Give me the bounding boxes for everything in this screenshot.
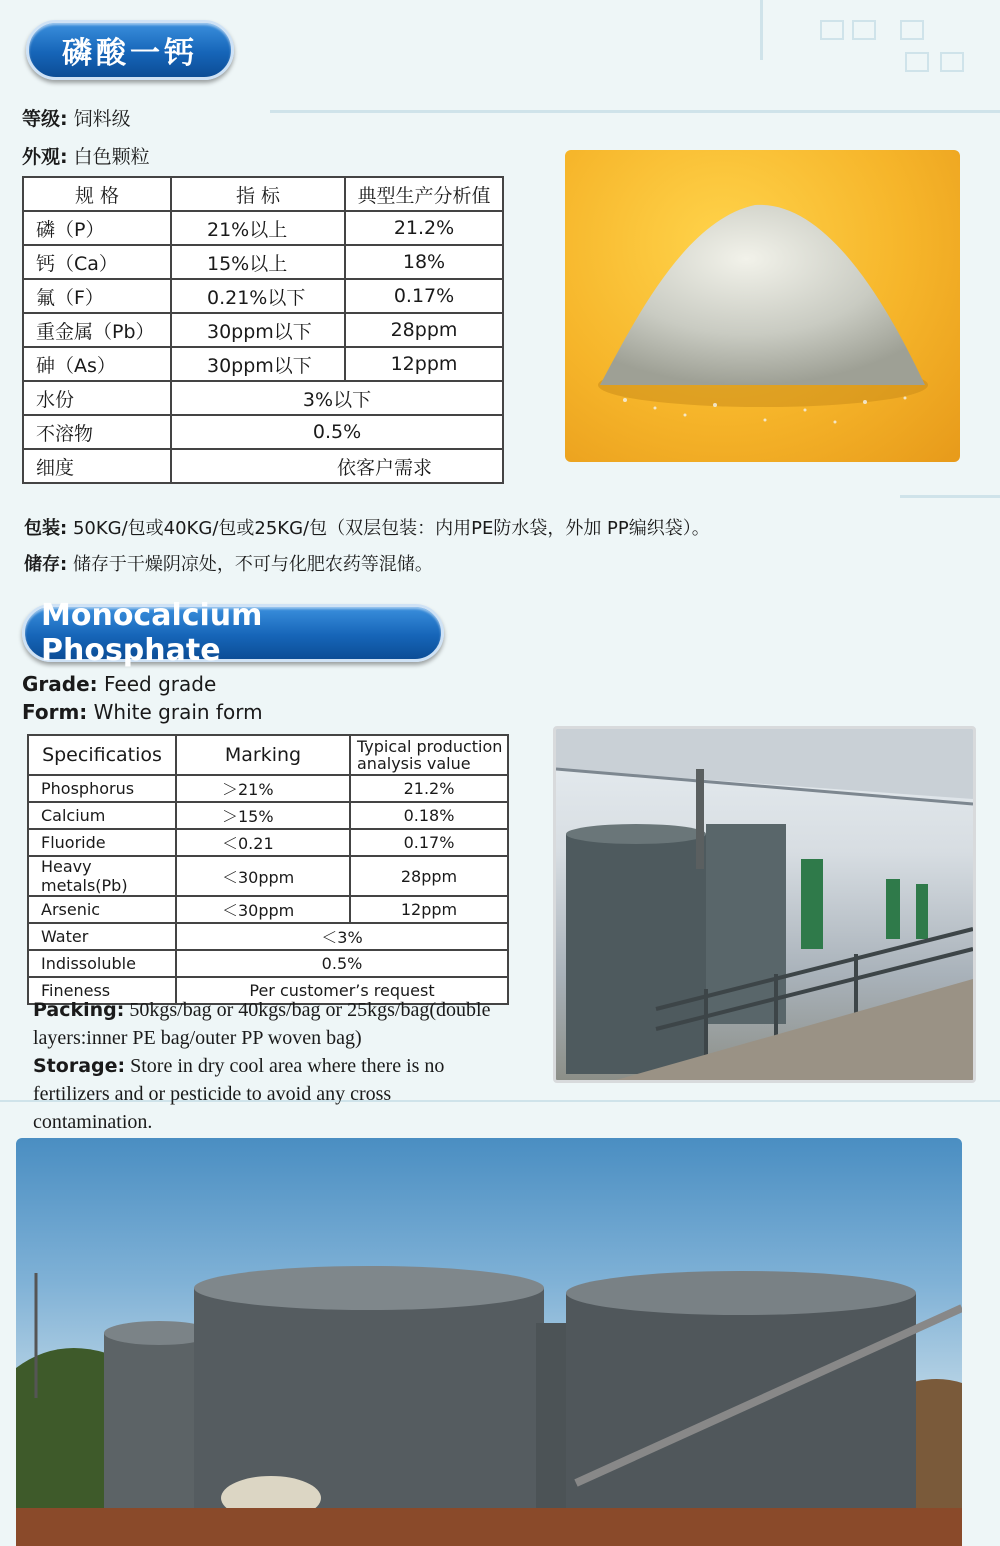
en-packing-label: Packing: (33, 999, 125, 1021)
en-grade-value: Feed grade (104, 672, 217, 696)
table-row (23, 449, 503, 483)
table-cell: 0.5% (176, 950, 508, 977)
table-cell: 不溶物 (23, 415, 171, 449)
table-cell: Water (28, 923, 176, 950)
decor-box (900, 20, 924, 40)
table-cell: ＜0.21 (176, 829, 350, 856)
table-cell: 氟（F） (23, 279, 171, 313)
table-cell: 0.17% (345, 279, 503, 313)
table-cell: ＞15% (176, 802, 350, 829)
table-cell: 细度 (23, 449, 171, 483)
table-cell: 12ppm (345, 347, 503, 381)
tanks-photo (16, 1138, 962, 1546)
table-row (28, 829, 508, 856)
table-header-cell: 典型生产分析值 (345, 177, 503, 211)
table-cell: Indissoluble (28, 950, 176, 977)
table-cell: 3%以下 (171, 381, 503, 415)
decor-box (905, 52, 929, 72)
table-cell: 30ppm以下 (171, 313, 345, 347)
table-cell: 钙（Ca） (23, 245, 171, 279)
cn-grade-value: 饲料级 (73, 108, 131, 130)
table-cell: 0.17% (350, 829, 508, 856)
cn-appearance-value: 白色颗粒 (73, 146, 150, 168)
cn-storage-text: 储存于干燥阴凉处，不可与化肥农药等混储。 (72, 554, 433, 575)
decor-box (820, 20, 844, 40)
table-cell: 重金属（Pb） (23, 313, 171, 347)
table-header-cell: Specificatios (28, 735, 176, 775)
en-spec-table (27, 734, 509, 1005)
table-cell: ＜30ppm (176, 896, 350, 923)
cn-title: 磷酸一钙 (62, 36, 198, 71)
table-header-cell: Typical production analysis value (350, 735, 508, 775)
en-storage-text: Store in dry cool area where there is no fertilizers and or pesticide to avoid any cross contamination. (33, 1055, 445, 1133)
table-row (28, 775, 508, 802)
decor-line (760, 0, 763, 60)
cn-packing-text: 50KG/包或40KG/包或25KG/包（双层包装：内用PE防水袋，外加 PP编织袋）。 (72, 518, 710, 539)
cn-packing-label: 包装: (24, 518, 68, 539)
table-cell: Per customer’s request (176, 977, 508, 1004)
cn-storage (24, 550, 433, 576)
factory-photo (553, 726, 976, 1083)
table-cell: Heavy metals(Pb) (28, 856, 176, 896)
table-cell: 28ppm (345, 313, 503, 347)
en-storage (33, 1052, 513, 1136)
cn-appearance (22, 142, 150, 169)
table-row (23, 347, 503, 381)
en-storage-label: Storage: (33, 1055, 126, 1077)
table-row (23, 415, 503, 449)
cn-packing (24, 514, 710, 540)
decor-line (270, 110, 1000, 113)
en-grade (22, 672, 216, 696)
table-row (23, 279, 503, 313)
table-cell: 12ppm (350, 896, 508, 923)
table-row (28, 950, 508, 977)
table-row (23, 245, 503, 279)
cn-storage-label: 储存: (24, 554, 68, 575)
table-cell: 依客户需求 (171, 449, 503, 483)
table-cell: Fluoride (28, 829, 176, 856)
table-cell: 30ppm以下 (171, 347, 345, 381)
cn-title-banner (26, 20, 234, 80)
table-row (23, 381, 503, 415)
table-header-cell: 指 标 (171, 177, 345, 211)
factory-interior-graphic (556, 729, 973, 1080)
table-row (23, 211, 503, 245)
table-header-cell: Marking (176, 735, 350, 775)
cn-spec-table (22, 176, 504, 484)
table-header-row (23, 177, 503, 211)
table-header-cell: 规 格 (23, 177, 171, 211)
table-cell: Fineness (28, 977, 176, 1004)
table-cell: 水份 (23, 381, 171, 415)
table-row (28, 896, 508, 923)
table-cell: 0.18% (350, 802, 508, 829)
cn-appearance-label: 外观: (22, 146, 68, 168)
cn-grade (22, 104, 131, 131)
table-cell: 21.2% (345, 211, 503, 245)
decor-box (852, 20, 876, 40)
table-cell: 0.5% (171, 415, 503, 449)
decor-line (900, 495, 1000, 498)
en-form (22, 700, 263, 724)
en-grade-label: Grade: (22, 672, 98, 696)
table-cell: Calcium (28, 802, 176, 829)
table-cell: 磷（P） (23, 211, 171, 245)
table-cell: 0.21%以下 (171, 279, 345, 313)
table-cell: Phosphorus (28, 775, 176, 802)
table-row (28, 802, 508, 829)
en-title-banner (22, 598, 444, 668)
table-cell: 15%以上 (171, 245, 345, 279)
table-cell: ＜30ppm (176, 856, 350, 896)
powder-pile-graphic (565, 150, 960, 462)
en-title: Monocalcium Phosphate (41, 598, 263, 668)
table-cell: 28ppm (350, 856, 508, 896)
en-packing (33, 996, 513, 1052)
table-cell: 18% (345, 245, 503, 279)
table-row (28, 923, 508, 950)
table-cell: 21.2% (350, 775, 508, 802)
en-packing-text: 50kgs/bag or 40kgs/bag or 25kgs/bag(double layers:inner PE bag/outer PP woven bag) (33, 999, 491, 1049)
cn-grade-label: 等级: (22, 108, 68, 130)
table-cell: ＜3% (176, 923, 508, 950)
table-cell: 21%以上 (171, 211, 345, 245)
table-header-row (28, 735, 508, 775)
table-row (23, 313, 503, 347)
table-row (28, 856, 508, 896)
en-form-value: White grain form (93, 700, 263, 724)
table-cell: Arsenic (28, 896, 176, 923)
en-form-label: Form: (22, 700, 88, 724)
storage-tanks-graphic (16, 1138, 962, 1546)
table-cell: 砷（As） (23, 347, 171, 381)
table-cell: ＞21% (176, 775, 350, 802)
decor-box (940, 52, 964, 72)
powder-photo (565, 150, 960, 462)
